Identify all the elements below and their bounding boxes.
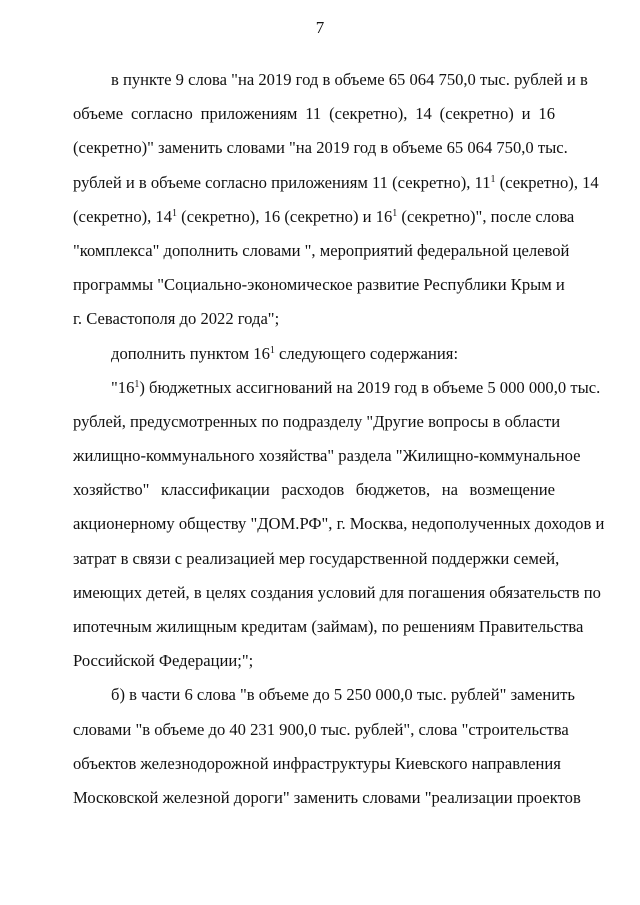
text-line <box>73 576 601 610</box>
text-line <box>73 405 561 439</box>
text-line <box>73 131 568 165</box>
text-segment: рублей, предусмотренных по подразделу "Другие вопросы в области <box>73 411 561 431</box>
text-segment: ипотечным жилищным кредитам (займам), по решениям Правительства <box>73 617 584 636</box>
document-body <box>73 63 605 815</box>
text-segment: (секретно)" заменить словами "на 2019 год в объеме 65 064 750,0 тыс. <box>73 138 568 158</box>
text-segment: затрат в связи с реализацией мер государственной поддержки семей, <box>73 548 560 568</box>
text-segment: Российской Федерации;"; <box>73 651 254 671</box>
text-segment: объеме согласно приложениям 11 (секретно), 14 (секретно) и 16 <box>73 104 555 124</box>
superscript: 1 <box>392 207 398 219</box>
text-segment: имеющих детей, в целях создания условий для погашения обязательств по <box>73 582 601 602</box>
text-segment: Московской железной дороги" заменить словами "реализации проектов <box>73 787 581 807</box>
text-segment: г. Севастополя до 2022 года"; <box>73 309 280 329</box>
superscript: 1 <box>134 378 140 390</box>
text-line <box>73 234 570 268</box>
text-line <box>73 542 560 576</box>
page-number: 7 <box>315 18 325 37</box>
text-segment: "16 <box>111 377 135 397</box>
text-line <box>73 747 561 781</box>
text-line <box>73 97 555 131</box>
text-segment: словами "в объеме до 40 231 900,0 тыс. рублей", слова "строительства <box>73 719 569 739</box>
text-line <box>73 371 601 405</box>
text-line <box>73 473 555 507</box>
text-line <box>73 507 605 541</box>
text-line <box>73 337 555 371</box>
text-line <box>73 63 588 97</box>
paragraph <box>73 337 555 371</box>
superscript: 1 <box>269 344 275 356</box>
text-line <box>73 713 569 747</box>
text-segment: объектов железнодорожной инфраструктуры Киевского направления <box>73 753 561 773</box>
text-segment: акционерному обществу "ДОМ.РФ", г. Москва, недополученных доходов и <box>73 514 605 534</box>
paragraph <box>73 678 581 815</box>
text-segment: (секретно), 14 <box>495 172 599 192</box>
superscript: 1 <box>172 207 178 219</box>
paragraph <box>73 371 605 679</box>
text-segment: (секретно), 16 (секретно) и 16 <box>177 206 393 226</box>
text-line <box>73 781 581 815</box>
text-segment: хозяйство" классификации расходов бюджетов, на возмещение <box>73 480 555 500</box>
text-segment: (секретно)", после слова <box>397 206 575 226</box>
text-line <box>73 644 555 678</box>
text-segment: дополнить пунктом 16 <box>111 343 270 363</box>
text-segment: в пункте 9 слова "на 2019 год в объеме 65 064 750,0 тыс. рублей и в <box>111 70 588 89</box>
text-segment: рублей и в объеме согласно приложениям 11 (секретно), 11 <box>73 172 491 192</box>
text-segment: жилищно-коммунального хозяйства" раздела "Жилищно-коммунальное <box>73 446 581 466</box>
text-line <box>73 439 581 473</box>
text-segment: (секретно), 14 <box>73 206 173 226</box>
text-segment: б) в части 6 слова "в объеме до 5 250 000,0 тыс. рублей" заменить <box>111 685 575 705</box>
text-line <box>73 166 599 200</box>
text-line <box>73 302 555 336</box>
text-segment: следующего содержания: <box>274 343 459 363</box>
text-line <box>73 200 575 234</box>
paragraph <box>73 63 599 337</box>
text-line <box>73 268 565 302</box>
text-segment: "комплекса" дополнить словами ", мероприятий федеральной целевой <box>73 240 570 260</box>
text-segment: ) бюджетных ассигнований на 2019 год в объеме 5 000 000,0 тыс. <box>139 377 601 397</box>
text-segment: программы "Социально-экономическое развитие Республики Крым и <box>73 275 565 295</box>
superscript: 1 <box>490 173 496 185</box>
text-line <box>73 678 575 712</box>
text-line <box>73 610 584 644</box>
